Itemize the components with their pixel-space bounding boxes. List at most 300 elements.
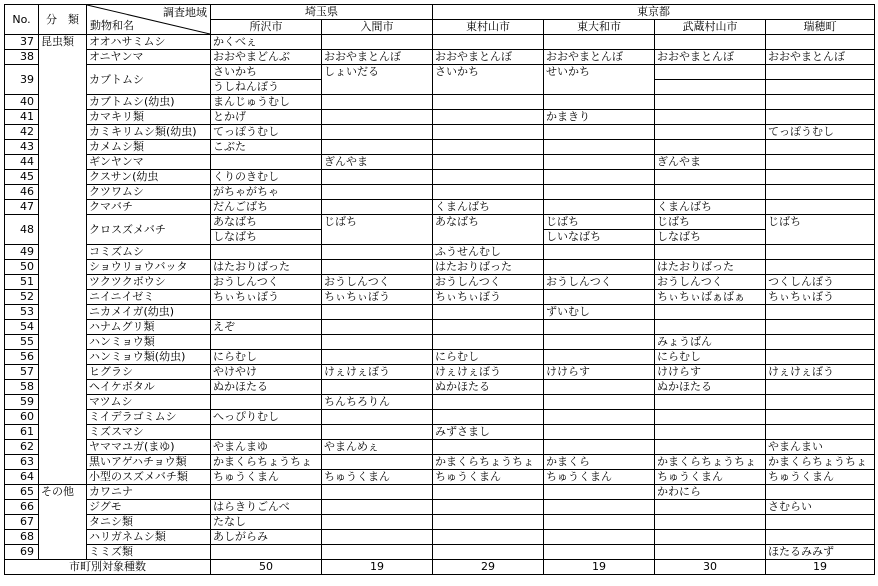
prefecture-header: 東京都 bbox=[433, 5, 875, 20]
dialect-cell: かまくら bbox=[544, 455, 655, 470]
dialect-cell bbox=[766, 185, 875, 200]
dialect-cell: くまんばち bbox=[433, 200, 544, 215]
dialect-cell: しいなばち bbox=[544, 230, 655, 245]
row-number: 44 bbox=[5, 155, 39, 170]
dialect-cell bbox=[544, 380, 655, 395]
dialect-cell bbox=[544, 155, 655, 170]
dialect-cell bbox=[544, 185, 655, 200]
table-row bbox=[5, 395, 875, 410]
species-count: 19 bbox=[766, 560, 875, 575]
dialect-cell bbox=[433, 530, 544, 545]
dialect-cell: かくべぇ bbox=[211, 35, 322, 50]
row-number: 68 bbox=[5, 530, 39, 545]
survey-area-label: 調査地域 bbox=[163, 6, 207, 19]
animal-name-cell: 黒いアゲハチョウ類 bbox=[87, 455, 211, 470]
row-number: 62 bbox=[5, 440, 39, 455]
row-number: 59 bbox=[5, 395, 39, 410]
dialect-cell: おおやまどんぶ bbox=[211, 50, 322, 65]
dialect-cell: おうしんつく bbox=[211, 275, 322, 290]
row-number: 51 bbox=[5, 275, 39, 290]
dialect-cell bbox=[322, 200, 433, 215]
animal-name-cell: ツクツクボウシ bbox=[87, 275, 211, 290]
table-row bbox=[5, 410, 875, 425]
dialect-cell: あなばち bbox=[433, 215, 544, 245]
dialect-cell bbox=[766, 320, 875, 335]
prefecture-header: 埼玉県 bbox=[211, 5, 433, 20]
dialect-cell bbox=[544, 425, 655, 440]
animal-name-cell: ヘイケボタル bbox=[87, 380, 211, 395]
row-number: 40 bbox=[5, 95, 39, 110]
dialect-cell: おおやまとんぼ bbox=[322, 50, 433, 65]
dialect-cell: さいかち bbox=[211, 65, 322, 80]
dialect-cell bbox=[544, 125, 655, 140]
table-row bbox=[5, 335, 875, 350]
dialect-cell bbox=[544, 440, 655, 455]
dialect-cell: さむらい bbox=[766, 500, 875, 515]
dialect-cell: しょいだる bbox=[322, 65, 433, 95]
dialect-cell bbox=[322, 410, 433, 425]
dialect-cell bbox=[322, 140, 433, 155]
dialect-cell: くりのきむし bbox=[211, 170, 322, 185]
animal-name-cell: カマキリ類 bbox=[87, 110, 211, 125]
dialect-cell bbox=[433, 95, 544, 110]
dialect-cell bbox=[655, 395, 766, 410]
dialect-cell bbox=[766, 350, 875, 365]
animal-name-cell: ヤママユガ(まゆ) bbox=[87, 440, 211, 455]
table-row bbox=[5, 305, 875, 320]
dialect-cell: おおやまとんぼ bbox=[544, 50, 655, 65]
table-row bbox=[5, 125, 875, 140]
dialect-cell: つくしんぼう bbox=[766, 275, 875, 290]
dialect-cell bbox=[433, 110, 544, 125]
dialect-cell bbox=[544, 290, 655, 305]
dialect-cell: はらきりごんべ bbox=[211, 500, 322, 515]
no-header: No. bbox=[5, 5, 39, 35]
dialect-cell: ちんちろりん bbox=[322, 395, 433, 410]
dialect-cell: くまんばち bbox=[655, 200, 766, 215]
dialect-cell bbox=[766, 170, 875, 185]
table-row bbox=[5, 50, 875, 65]
dialect-cell bbox=[322, 530, 433, 545]
animal-name-cell: ミイデラゴミムシ bbox=[87, 410, 211, 425]
dialect-cell: かまくらちょうちょ bbox=[766, 455, 875, 470]
dialect-cell bbox=[766, 515, 875, 530]
dialect-table-container bbox=[4, 4, 875, 575]
animal-name-cell: カブトムシ(幼虫) bbox=[87, 95, 211, 110]
dialect-cell bbox=[322, 95, 433, 110]
dialect-cell bbox=[544, 335, 655, 350]
dialect-cell bbox=[766, 80, 875, 95]
dialect-cell: ちゅうくまん bbox=[766, 470, 875, 485]
dialect-survey-table bbox=[4, 4, 875, 575]
dialect-cell: にらむし bbox=[655, 350, 766, 365]
table-row bbox=[5, 35, 875, 50]
dialect-cell: おうしんつく bbox=[544, 275, 655, 290]
animal-name-label: 動物和名 bbox=[90, 19, 134, 32]
dialect-cell bbox=[655, 185, 766, 200]
table-body bbox=[5, 5, 875, 575]
table-row bbox=[5, 500, 875, 515]
row-number: 49 bbox=[5, 245, 39, 260]
dialect-cell: こぶた bbox=[211, 140, 322, 155]
dialect-cell bbox=[211, 485, 322, 500]
dialect-cell: ちぃちぃぼう bbox=[766, 290, 875, 305]
dialect-cell: じばち bbox=[766, 215, 875, 245]
dialect-cell: ほたるみみず bbox=[766, 545, 875, 560]
dialect-cell: さいかち bbox=[433, 65, 544, 95]
dialect-cell: しなばち bbox=[211, 230, 322, 245]
dialect-cell: けけらす bbox=[655, 365, 766, 380]
dialect-cell bbox=[322, 245, 433, 260]
dialect-cell: かわにら bbox=[655, 485, 766, 500]
dialect-cell: とかげ bbox=[211, 110, 322, 125]
dialect-cell: おうしんつく bbox=[433, 275, 544, 290]
dialect-cell bbox=[655, 35, 766, 50]
dialect-cell: やまんめぇ bbox=[322, 440, 433, 455]
dialect-cell bbox=[544, 245, 655, 260]
dialect-cell bbox=[544, 530, 655, 545]
dialect-cell bbox=[433, 185, 544, 200]
animal-name-cell: ハンミョウ類 bbox=[87, 335, 211, 350]
dialect-cell bbox=[322, 485, 433, 500]
row-number: 45 bbox=[5, 170, 39, 185]
dialect-cell bbox=[322, 455, 433, 470]
dialect-cell: ちゅうくまん bbox=[322, 470, 433, 485]
dialect-cell bbox=[433, 155, 544, 170]
dialect-cell: はたおりばった bbox=[433, 260, 544, 275]
row-number: 41 bbox=[5, 110, 39, 125]
city-header: 瑞穂町 bbox=[766, 20, 875, 35]
animal-name-cell: オオハサミムシ bbox=[87, 35, 211, 50]
dialect-cell: えぞ bbox=[211, 320, 322, 335]
table-row bbox=[5, 260, 875, 275]
dialect-cell bbox=[655, 305, 766, 320]
dialect-cell bbox=[322, 425, 433, 440]
header-row-1 bbox=[5, 5, 875, 20]
table-row bbox=[5, 170, 875, 185]
dialect-cell bbox=[433, 485, 544, 500]
dialect-cell: やまんまゆ bbox=[211, 440, 322, 455]
dialect-cell bbox=[544, 170, 655, 185]
dialect-cell bbox=[544, 485, 655, 500]
dialect-cell: みょうばん bbox=[655, 335, 766, 350]
table-row bbox=[5, 470, 875, 485]
table-row bbox=[5, 245, 875, 260]
dialect-cell bbox=[544, 200, 655, 215]
dialect-cell: うしねんぼう bbox=[211, 80, 322, 95]
table-row bbox=[5, 155, 875, 170]
animal-name-cell: ヒグラシ bbox=[87, 365, 211, 380]
row-number: 43 bbox=[5, 140, 39, 155]
dialect-cell: ぎんやま bbox=[322, 155, 433, 170]
city-header: 東大和市 bbox=[544, 20, 655, 35]
total-row bbox=[5, 560, 875, 575]
dialect-cell bbox=[766, 35, 875, 50]
dialect-cell bbox=[433, 440, 544, 455]
dialect-cell: ぎんやま bbox=[655, 155, 766, 170]
dialect-cell: けぇけぇぼう bbox=[322, 365, 433, 380]
row-number: 61 bbox=[5, 425, 39, 440]
row-number: 52 bbox=[5, 290, 39, 305]
dialect-cell: ずいむし bbox=[544, 305, 655, 320]
row-number: 46 bbox=[5, 185, 39, 200]
dialect-cell bbox=[433, 320, 544, 335]
dialect-cell bbox=[766, 155, 875, 170]
row-number: 66 bbox=[5, 500, 39, 515]
dialect-cell bbox=[544, 350, 655, 365]
city-header: 東村山市 bbox=[433, 20, 544, 35]
dialect-cell bbox=[655, 500, 766, 515]
dialect-cell bbox=[433, 515, 544, 530]
dialect-cell bbox=[766, 95, 875, 110]
dialect-cell bbox=[655, 530, 766, 545]
dialect-cell bbox=[322, 500, 433, 515]
dialect-cell bbox=[766, 260, 875, 275]
dialect-cell bbox=[322, 125, 433, 140]
dialect-cell bbox=[544, 545, 655, 560]
dialect-cell bbox=[544, 515, 655, 530]
dialect-cell: たなし bbox=[211, 515, 322, 530]
animal-name-cell: クスサン(幼虫 bbox=[87, 170, 211, 185]
row-number: 42 bbox=[5, 125, 39, 140]
dialect-cell bbox=[211, 545, 322, 560]
table-row bbox=[5, 485, 875, 500]
dialect-cell: ちゅうくまん bbox=[211, 470, 322, 485]
dialect-cell: おおやまとんぼ bbox=[655, 50, 766, 65]
table-row bbox=[5, 95, 875, 110]
dialect-cell bbox=[433, 545, 544, 560]
table-row bbox=[5, 140, 875, 155]
dialect-cell: はたおりばった bbox=[211, 260, 322, 275]
dialect-cell: あしがらみ bbox=[211, 530, 322, 545]
dialect-cell bbox=[655, 440, 766, 455]
row-number: 37 bbox=[5, 35, 39, 50]
table-row bbox=[5, 515, 875, 530]
dialect-cell bbox=[544, 95, 655, 110]
row-number: 38 bbox=[5, 50, 39, 65]
dialect-cell bbox=[766, 335, 875, 350]
dialect-cell: へっぴりむし bbox=[211, 410, 322, 425]
dialect-cell bbox=[766, 395, 875, 410]
dialect-cell bbox=[544, 260, 655, 275]
dialect-cell bbox=[433, 35, 544, 50]
dialect-cell bbox=[322, 305, 433, 320]
table-row bbox=[5, 200, 875, 215]
dialect-cell bbox=[766, 110, 875, 125]
table-row bbox=[5, 290, 875, 305]
dialect-cell: おおやまとんぼ bbox=[433, 50, 544, 65]
total-label: 市町別対象種数 bbox=[5, 560, 211, 575]
dialect-cell bbox=[655, 545, 766, 560]
dialect-cell: かまくらちょうちょ bbox=[211, 455, 322, 470]
dialect-cell: にらむし bbox=[433, 350, 544, 365]
dialect-cell: ぬかほたる bbox=[433, 380, 544, 395]
dialect-cell: やけやけ bbox=[211, 365, 322, 380]
dialect-cell bbox=[433, 500, 544, 515]
dialect-cell: じばち bbox=[655, 215, 766, 230]
species-count: 50 bbox=[211, 560, 322, 575]
dialect-cell bbox=[433, 335, 544, 350]
dialect-cell: ちぃちぃばぁばぁ bbox=[655, 290, 766, 305]
animal-name-cell: ニイニイゼミ bbox=[87, 290, 211, 305]
animal-name-cell: タニシ類 bbox=[87, 515, 211, 530]
row-number: 57 bbox=[5, 365, 39, 380]
dialect-cell bbox=[433, 140, 544, 155]
dialect-cell: みずさまし bbox=[433, 425, 544, 440]
dialect-cell: ちぃちぃぼう bbox=[322, 290, 433, 305]
dialect-cell bbox=[766, 305, 875, 320]
row-number: 64 bbox=[5, 470, 39, 485]
dialect-cell bbox=[766, 425, 875, 440]
dialect-cell: ぬかほたる bbox=[655, 380, 766, 395]
dialect-cell bbox=[211, 245, 322, 260]
table-row bbox=[5, 65, 875, 80]
dialect-cell bbox=[655, 95, 766, 110]
dialect-cell: ちゅうくまん bbox=[544, 470, 655, 485]
dialect-cell: ちぃちぃぼう bbox=[211, 290, 322, 305]
dialect-cell: おうしんつく bbox=[655, 275, 766, 290]
dialect-cell bbox=[211, 335, 322, 350]
dialect-cell: じばち bbox=[322, 215, 433, 245]
animal-name-cell: ハンミョウ類(幼虫) bbox=[87, 350, 211, 365]
row-number: 54 bbox=[5, 320, 39, 335]
row-number: 58 bbox=[5, 380, 39, 395]
animal-name-cell: ミズスマシ bbox=[87, 425, 211, 440]
dialect-cell: はたおりばった bbox=[655, 260, 766, 275]
dialect-cell bbox=[211, 395, 322, 410]
dialect-cell: かまくらちょうちょ bbox=[655, 455, 766, 470]
animal-name-cell: カメムシ類 bbox=[87, 140, 211, 155]
dialect-cell bbox=[766, 485, 875, 500]
dialect-cell: あなばち bbox=[211, 215, 322, 230]
animal-name-cell: コミズムシ bbox=[87, 245, 211, 260]
row-number: 56 bbox=[5, 350, 39, 365]
animal-name-cell: ハリガネムシ類 bbox=[87, 530, 211, 545]
row-number: 55 bbox=[5, 335, 39, 350]
animal-name-cell: ニカメイガ(幼虫) bbox=[87, 305, 211, 320]
animal-name-cell: カブトムシ bbox=[87, 65, 211, 95]
dialect-cell bbox=[322, 350, 433, 365]
animal-name-cell: クツワムシ bbox=[87, 185, 211, 200]
animal-name-cell: カワニナ bbox=[87, 485, 211, 500]
dialect-cell bbox=[655, 410, 766, 425]
table-row bbox=[5, 275, 875, 290]
dialect-cell bbox=[766, 140, 875, 155]
dialect-cell: にらむし bbox=[211, 350, 322, 365]
dialect-cell bbox=[322, 185, 433, 200]
dialect-cell bbox=[433, 125, 544, 140]
dialect-cell bbox=[544, 410, 655, 425]
dialect-cell: おうしんつく bbox=[322, 275, 433, 290]
dialect-cell bbox=[655, 425, 766, 440]
animal-name-cell: ショウリョウバッタ bbox=[87, 260, 211, 275]
species-count: 30 bbox=[655, 560, 766, 575]
dialect-cell bbox=[322, 515, 433, 530]
dialect-cell: がちゃがちゃ bbox=[211, 185, 322, 200]
animal-name-cell: マツムシ bbox=[87, 395, 211, 410]
dialect-cell: だんごばち bbox=[211, 200, 322, 215]
dialect-cell bbox=[211, 305, 322, 320]
animal-name-cell: クロスズメバチ bbox=[87, 215, 211, 245]
row-number: 50 bbox=[5, 260, 39, 275]
dialect-cell: じばち bbox=[544, 215, 655, 230]
animal-name-cell: クマバチ bbox=[87, 200, 211, 215]
row-number: 63 bbox=[5, 455, 39, 470]
dialect-cell bbox=[655, 80, 766, 95]
table-row bbox=[5, 440, 875, 455]
dialect-cell: かまきり bbox=[544, 110, 655, 125]
category-cell: 昆虫類 bbox=[39, 35, 87, 485]
dialect-cell bbox=[766, 380, 875, 395]
dialect-cell: てっぽうむし bbox=[211, 125, 322, 140]
dialect-cell bbox=[655, 245, 766, 260]
dialect-cell bbox=[322, 335, 433, 350]
dialect-cell bbox=[766, 530, 875, 545]
dialect-cell bbox=[655, 320, 766, 335]
dialect-cell: ふうせんむし bbox=[433, 245, 544, 260]
table-row bbox=[5, 380, 875, 395]
dialect-cell bbox=[433, 305, 544, 320]
table-row bbox=[5, 455, 875, 470]
dialect-cell bbox=[766, 200, 875, 215]
dialect-cell: ちゅうくまん bbox=[655, 470, 766, 485]
row-number: 60 bbox=[5, 410, 39, 425]
category-header: 分 類 bbox=[39, 5, 87, 35]
dialect-cell bbox=[211, 425, 322, 440]
species-count: 29 bbox=[433, 560, 544, 575]
dialect-cell bbox=[322, 545, 433, 560]
animal-name-cell: ハナムグリ類 bbox=[87, 320, 211, 335]
table-row bbox=[5, 215, 875, 230]
row-number: 69 bbox=[5, 545, 39, 560]
animal-name-cell: ミミズ類 bbox=[87, 545, 211, 560]
dialect-cell bbox=[655, 140, 766, 155]
dialect-cell: やまんまい bbox=[766, 440, 875, 455]
dialect-cell bbox=[655, 170, 766, 185]
animal-name-cell: カミキリムシ類(幼虫) bbox=[87, 125, 211, 140]
row-number: 39 bbox=[5, 65, 39, 95]
table-row bbox=[5, 545, 875, 560]
species-count: 19 bbox=[544, 560, 655, 575]
dialect-cell: けけらす bbox=[544, 365, 655, 380]
diagonal-header-cell bbox=[87, 5, 211, 35]
row-number: 53 bbox=[5, 305, 39, 320]
dialect-cell: ちぃちぃぼう bbox=[433, 290, 544, 305]
table-row bbox=[5, 530, 875, 545]
dialect-cell bbox=[211, 155, 322, 170]
dialect-cell bbox=[322, 35, 433, 50]
dialect-cell bbox=[322, 260, 433, 275]
species-count: 19 bbox=[322, 560, 433, 575]
dialect-cell bbox=[766, 410, 875, 425]
dialect-cell: けぇけぇぼう bbox=[433, 365, 544, 380]
dialect-cell bbox=[544, 500, 655, 515]
dialect-cell bbox=[322, 380, 433, 395]
dialect-cell bbox=[544, 35, 655, 50]
table-row bbox=[5, 185, 875, 200]
city-header: 所沢市 bbox=[211, 20, 322, 35]
city-header: 武蔵村山市 bbox=[655, 20, 766, 35]
dialect-cell: おおやまとんぼ bbox=[766, 50, 875, 65]
dialect-cell bbox=[433, 410, 544, 425]
dialect-cell: しなばち bbox=[655, 230, 766, 245]
dialect-cell bbox=[322, 320, 433, 335]
dialect-cell bbox=[433, 395, 544, 410]
animal-name-cell: ジグモ bbox=[87, 500, 211, 515]
animal-name-cell: オニヤンマ bbox=[87, 50, 211, 65]
dialect-cell bbox=[433, 170, 544, 185]
table-row bbox=[5, 365, 875, 380]
